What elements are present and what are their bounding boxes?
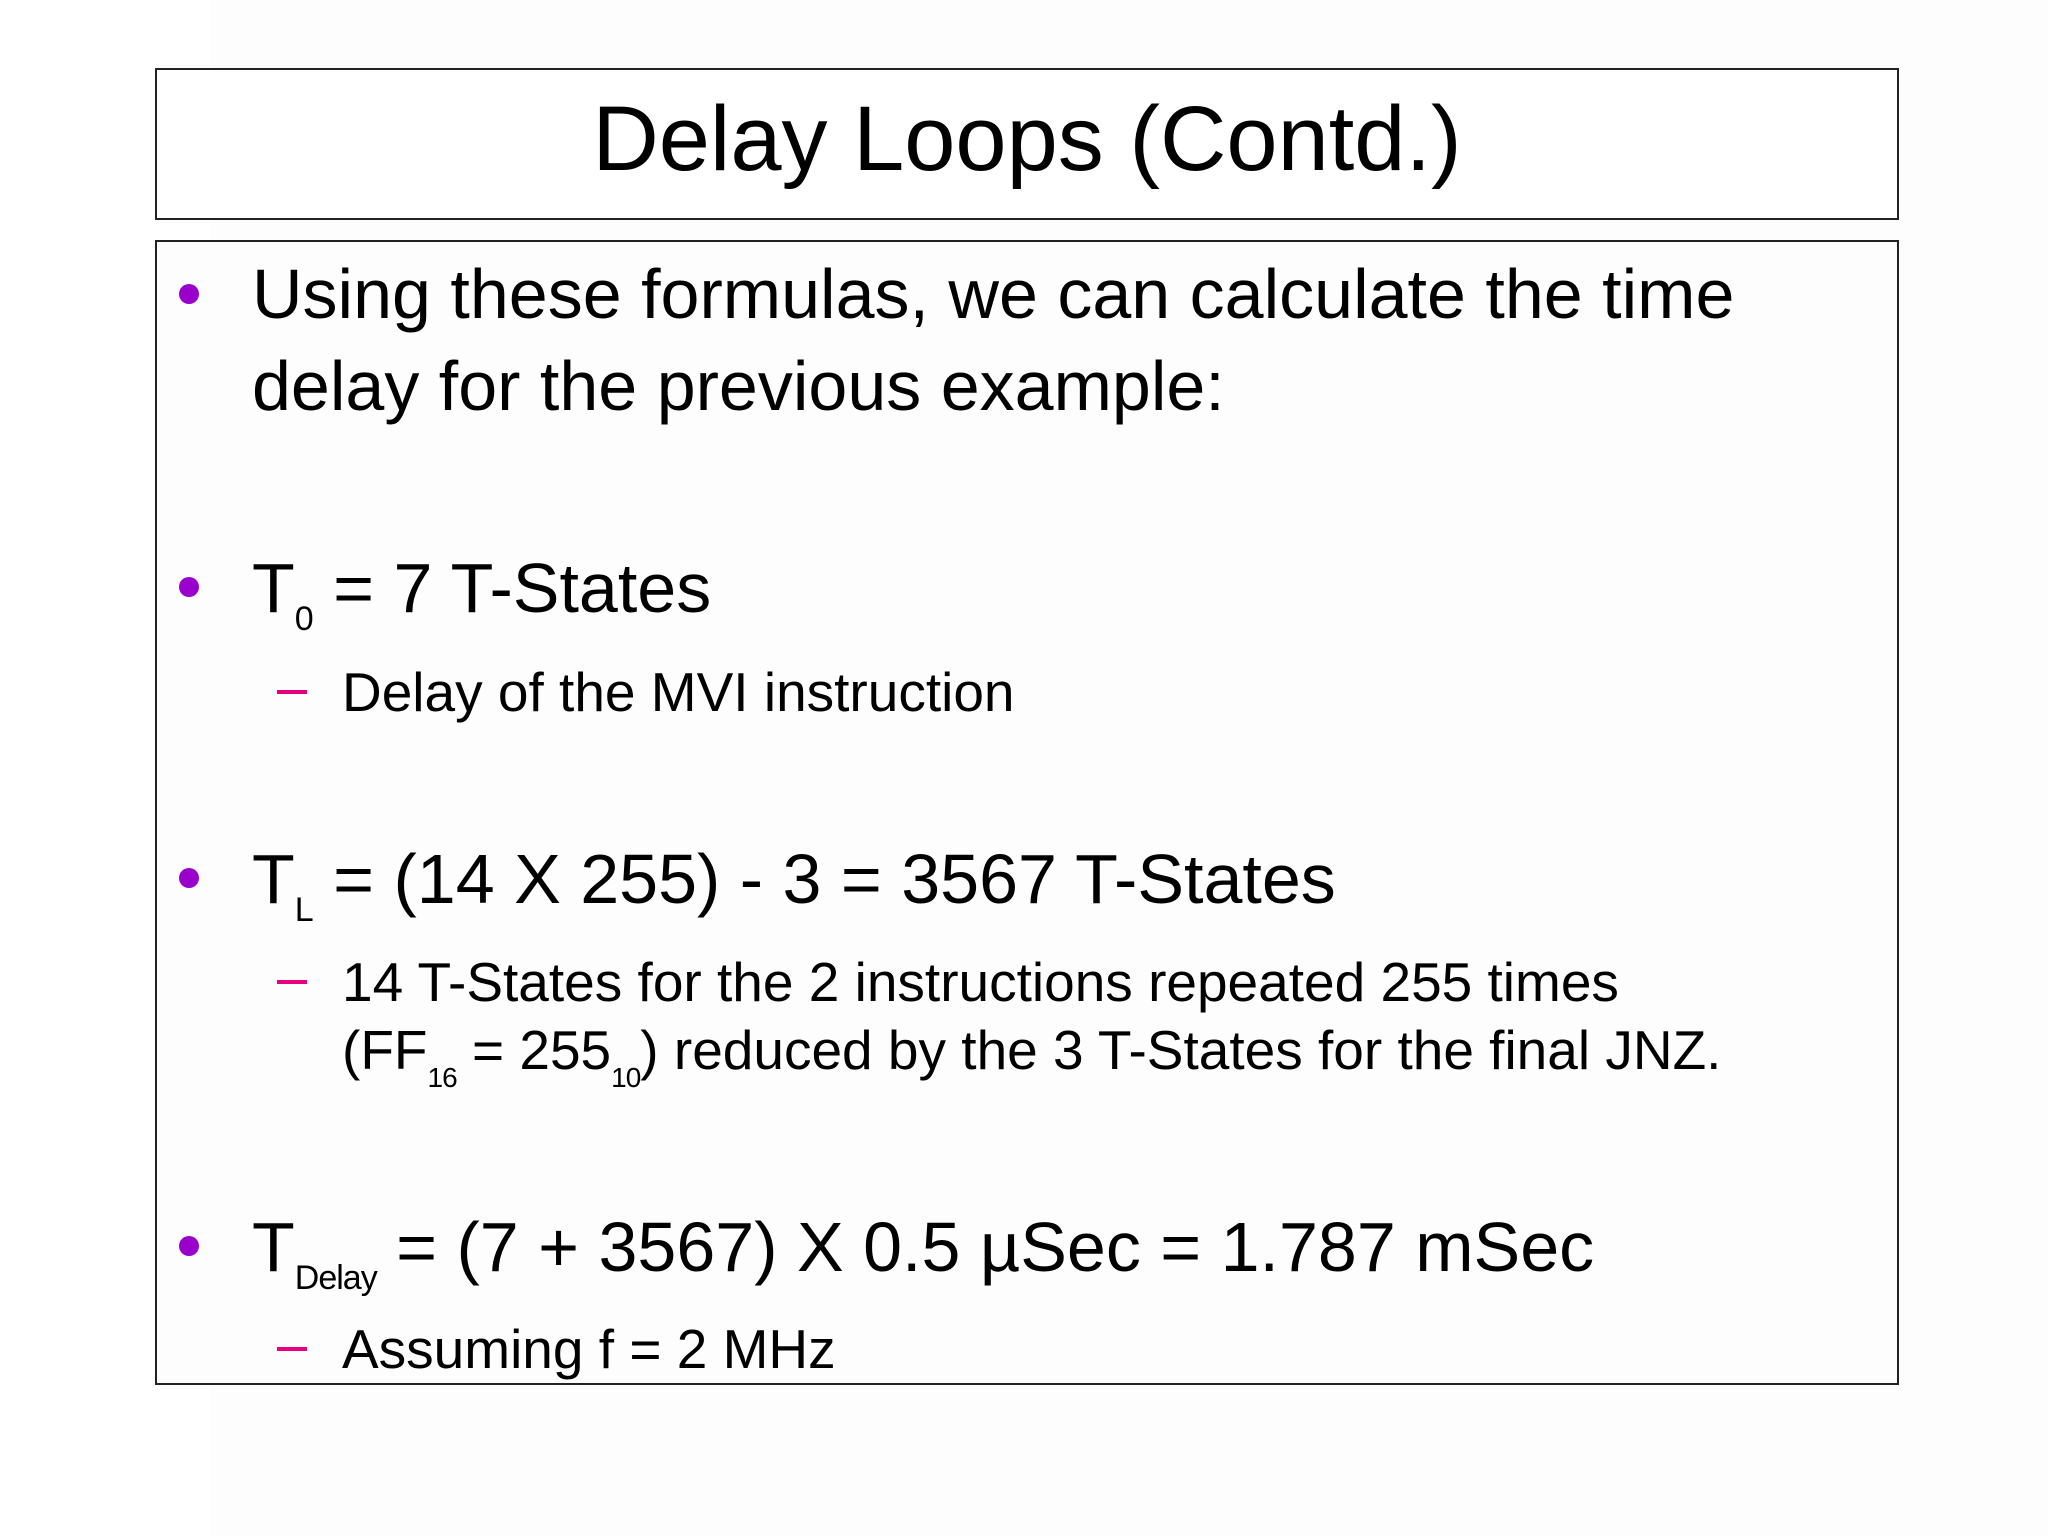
bullet-4-text — [252, 1201, 1595, 1297]
dash-marker — [277, 690, 307, 694]
tl-variable: T — [252, 840, 295, 918]
t0-variable: T — [252, 549, 295, 627]
title-box — [155, 68, 1899, 220]
bullet-3-note — [342, 948, 1722, 1093]
bullet-dot — [179, 284, 199, 304]
tl-equation: = (14 X 255) - 3 = 3567 T-States — [313, 840, 1336, 918]
tl-subscript: L — [294, 891, 314, 929]
decimal-subscript: 10 — [611, 1062, 641, 1093]
bullet-dot — [179, 868, 199, 888]
dash-marker — [277, 1347, 307, 1351]
bullet-4-note: Assuming f = 2 MHz — [342, 1318, 836, 1380]
bullet-3-note-line-2: $(FF_{16} = 255_{10})$ reduced by the 3 T-States for the final JNZ. — [342, 1019, 1722, 1093]
tdelay-equation: = (7 + 3567) X 0.5 µSec = 1.787 mSec — [376, 1208, 1595, 1286]
tdelay-variable: T — [252, 1208, 295, 1286]
bullet-3-text — [252, 833, 1336, 929]
bullet-1-line-2: delay for the previous example: — [252, 347, 1225, 425]
bullet-2-text — [252, 542, 712, 638]
hex-subscript: 16 — [427, 1062, 457, 1093]
bullet-2-note: Delay of the MVI instruction — [342, 661, 1015, 723]
tdelay-subscript: Delay — [294, 1259, 377, 1297]
bullet-1-line-1: Using these formulas, we can calculate the time — [252, 255, 1735, 333]
bullet-1-text — [252, 248, 1734, 432]
dash-marker — [277, 980, 307, 984]
bullet-dot — [179, 577, 199, 597]
bullet-3-note-line-1: 14 T-States for the 2 instructions repeated 255 times — [342, 951, 1619, 1013]
bullet-dot — [179, 1236, 199, 1256]
slide-title: Delay Loops (Contd.) — [592, 88, 1462, 190]
t0-subscript: 0 — [294, 600, 314, 638]
content-box — [155, 240, 1899, 1385]
t0-equation: = 7 T-States — [313, 549, 712, 627]
